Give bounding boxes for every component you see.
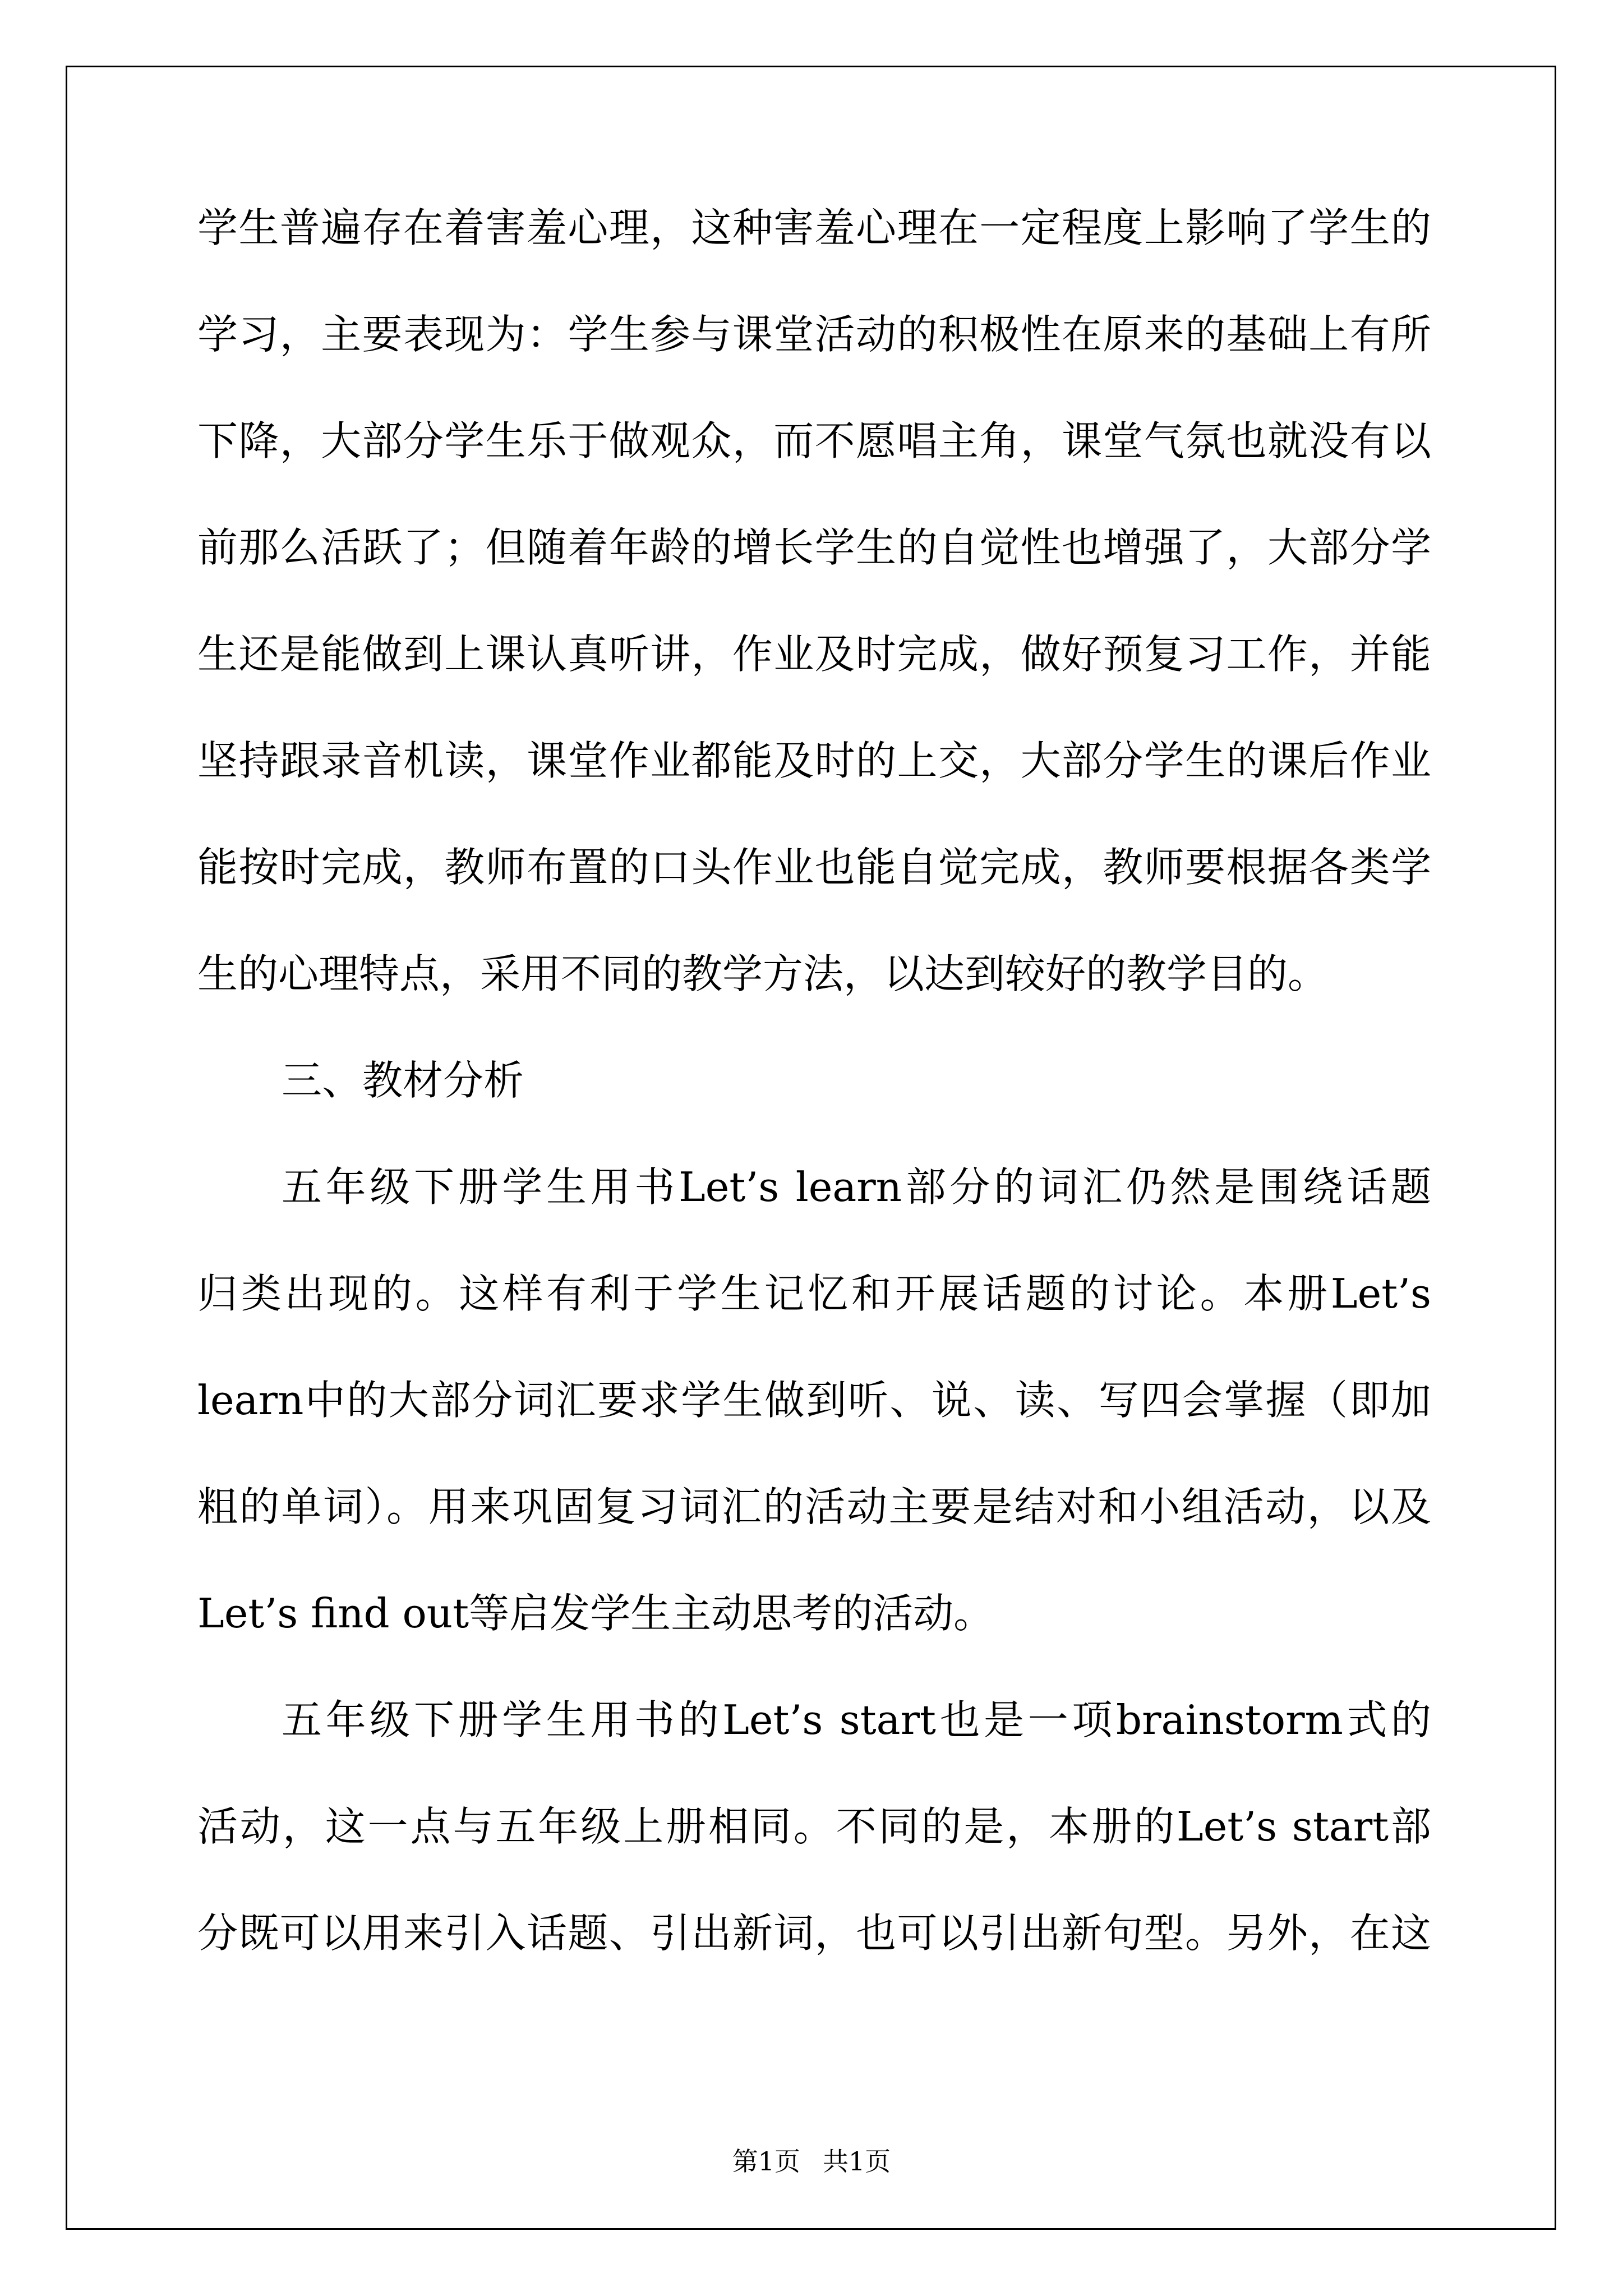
text-line: 下降，大部分学生乐于做观众，而不愿唱主角，课堂气氛也就没有以 [197,417,1431,464]
text-line: 坚持跟录音机读，课堂作业都能及时的上交，大部分学生的课后作业 [197,737,1431,784]
page-number: 第1页 [732,2146,800,2177]
text-line: learn中的大部分词汇要求学生做到听、说、读、写四会掌握（即加 [197,1377,1431,1424]
text-line: 生还是能做到上课认真听讲，作业及时完成，做好预复习工作，并能 [197,631,1431,678]
text-line: 活动，这一点与五年级上册相同。不同的是，本册的Let’s start部 [197,1803,1431,1850]
text-line: 前那么活跃了；但随着年龄的增长学生的自觉性也增强了，大部分学 [197,524,1431,571]
text-line: 归类出现的。这样有利于学生记忆和开展话题的讨论。本册Let’s [197,1270,1431,1317]
document-body [197,204,1431,2019]
text-line: 生的心理特点，采用不同的教学方法，以达到较好的教学目的。 [197,950,1329,997]
text-line: 能按时完成，教师布置的口头作业也能自觉完成，教师要根据各类学 [197,844,1431,891]
text-line: Let’s find out等启发学生主动思考的活动。 [197,1590,994,1637]
page-footer [0,2146,1623,2177]
text-line: 学习，主要表现为：学生参与课堂活动的积极性在原来的基础上有所 [197,311,1431,358]
text-line: 分既可以用来引入话题、引出新词，也可以引出新句型。另外，在这 [197,1910,1431,1957]
text-line: 学生普遍存在着害羞心理，这种害羞心理在一定程度上影响了学生的 [197,204,1431,251]
page-total: 共1页 [823,2146,891,2177]
text-line: 五年级下册学生用书的Let’s start也是一项brainstorm式的 [282,1696,1431,1743]
text-line: 粗的单词）。用来巩固复习词汇的活动主要是结对和小组活动，以及 [197,1483,1431,1530]
text-line: 五年级下册学生用书Let’s learn部分的词汇仍然是围绕话题 [282,1163,1431,1211]
section-heading: 三、教材分析 [282,1057,524,1104]
